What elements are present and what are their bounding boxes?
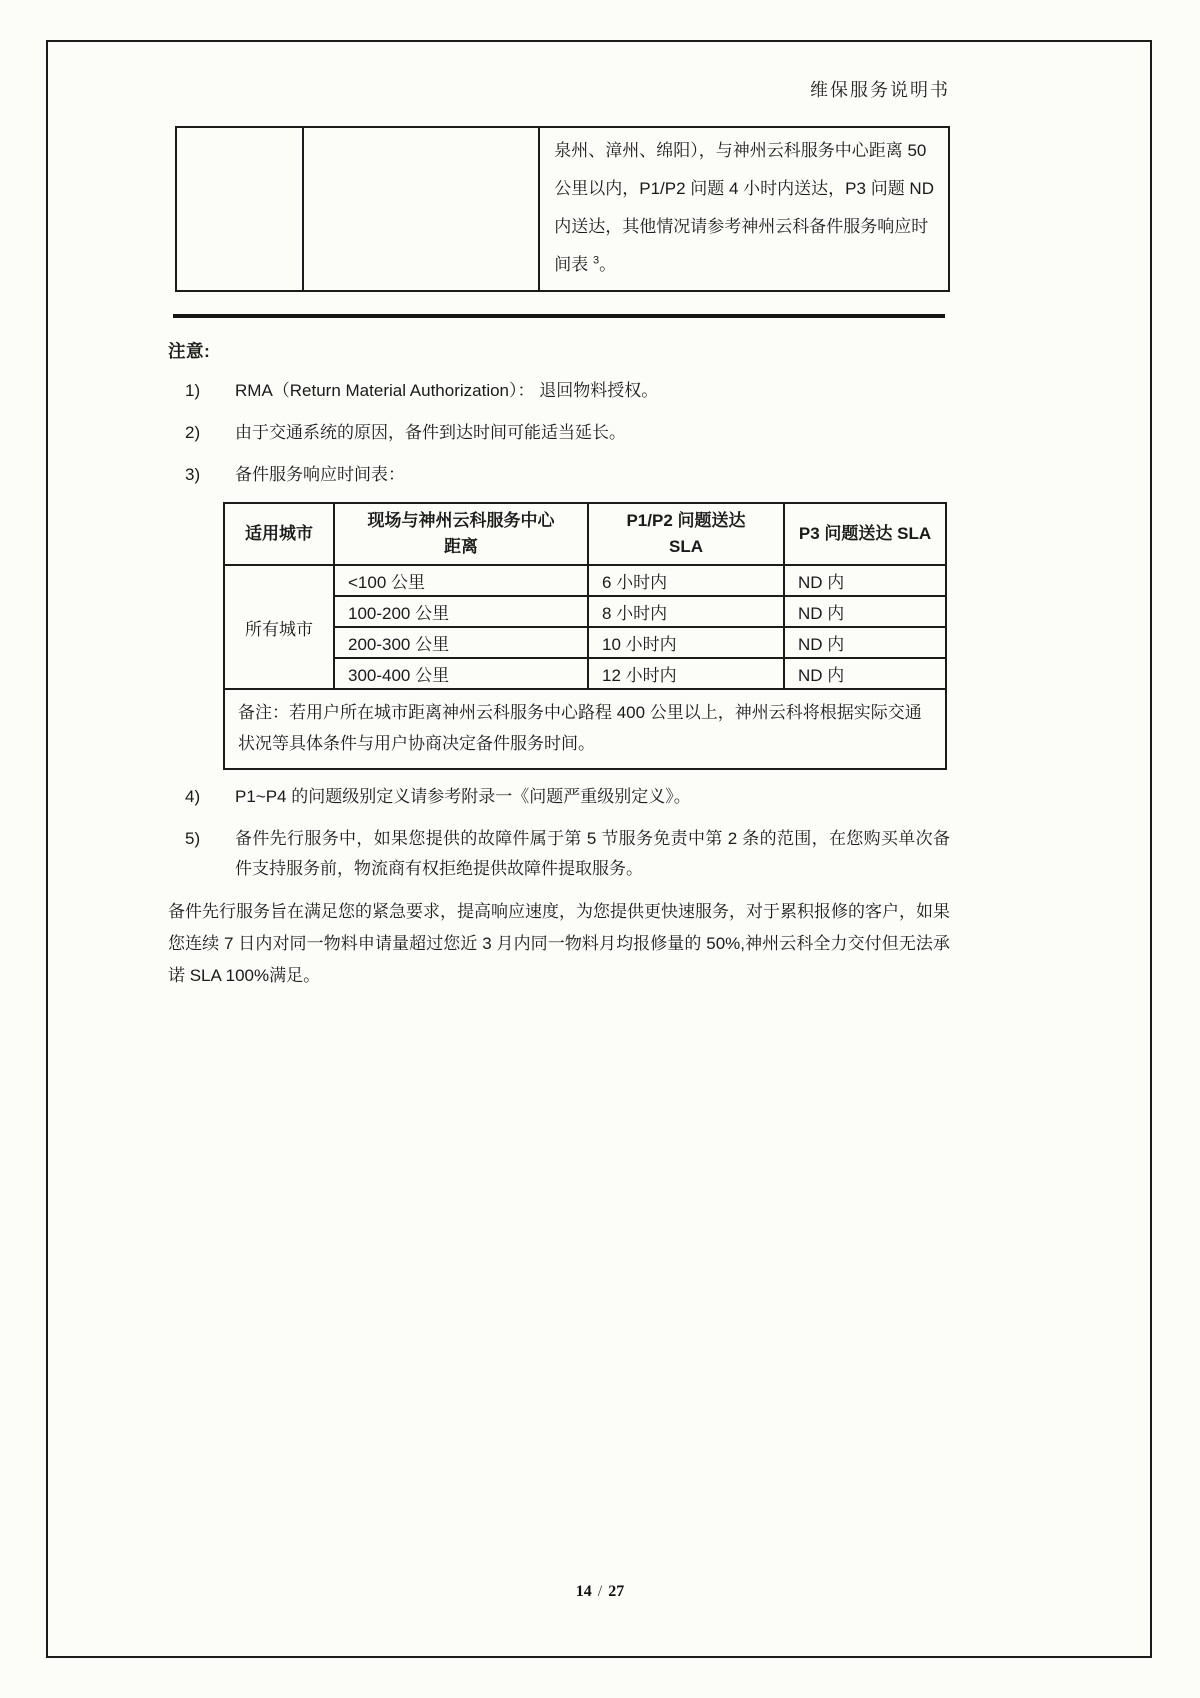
notice-heading: 注意: <box>168 341 211 361</box>
p1p2-sla-cell: 12 小时内 <box>588 658 784 689</box>
p1p2-sla-cell: 6 小时内 <box>588 565 784 596</box>
page-number-total: 27 <box>608 1583 625 1600</box>
column-header-city: 适用城市 <box>224 503 334 565</box>
list-item-2 <box>168 418 950 448</box>
continuation-cell-empty-2 <box>303 127 539 291</box>
distance-cell: <100 公里 <box>334 565 588 596</box>
closing-paragraph: 备件先行服务旨在满足您的紧急要求，提高响应速度，为您提供更快速服务，对于累积报修的客户，如果您连续 7 日内对同一物料申请量超过您近 3 月内同一物料月均报修量的 50%,神州云科全力交付但无法承诺 SLA 100%满足。 <box>168 902 950 985</box>
list-item-number: 1) <box>185 381 201 400</box>
column-header-distance <box>334 503 588 565</box>
city-group-cell: 所有城市 <box>224 565 334 689</box>
notes-list <box>168 376 950 884</box>
distance-cell: 200-300 公里 <box>334 627 588 658</box>
cell-text-fragment: 间表 <box>554 255 593 274</box>
page-footer <box>0 1583 1200 1601</box>
p3-sla-cell: ND 内 <box>784 565 946 596</box>
page-number-current: 14 <box>575 1583 592 1600</box>
table-row <box>224 565 946 596</box>
list-item-text: 备件先行服务中，如果您提供的故障件属于第 5 节服务免责中第 2 条的范围，在您购买单次备件支持服务前，物流商有权拒绝提供故障件提取服务。 <box>235 829 950 878</box>
cell-text-line: 内送达，其他情况请参考神州云科备件服务响应时 <box>554 217 929 236</box>
cell-text-line: 公里以内，P1/P2 问题 4 小时内送达，P3 问题 ND <box>554 179 934 198</box>
continuation-table <box>175 126 950 292</box>
list-item-number: 5) <box>185 829 201 848</box>
section-divider-rule <box>173 314 945 318</box>
document-header-title: 维保服务说明书 <box>810 80 950 100</box>
header-line: SLA <box>669 537 703 556</box>
list-item-number: 4) <box>185 787 201 806</box>
list-item-number: 3) <box>185 465 201 484</box>
p3-sla-cell: ND 内 <box>784 627 946 658</box>
page-content <box>168 126 950 992</box>
sla-response-time-table <box>223 502 947 770</box>
table-header-row <box>224 503 946 565</box>
table-remark-row <box>224 689 946 769</box>
list-item-text: RMA（Return Material Authorization）： 退回物料授权。 <box>235 381 659 400</box>
continuation-cell-text <box>539 127 949 291</box>
list-item-text: P1~P4 的问题级别定义请参考附录一《问题严重级别定义》。 <box>235 787 691 806</box>
header-line: P1/P2 问题送达 <box>626 511 746 530</box>
list-item-1 <box>168 376 950 406</box>
remark-cell: 备注：若用户所在城市距离神州云科服务中心路程 400 公里以上，神州云科将根据实际交通状况等具体条件与用户协商决定备件服务时间。 <box>224 689 946 769</box>
list-item-number: 2) <box>185 423 201 442</box>
header-line: 距离 <box>444 537 478 556</box>
cell-text-line: 泉州、漳州、绵阳），与神州云科服务中心距离 50 <box>554 141 927 160</box>
p1p2-sla-cell: 10 小时内 <box>588 627 784 658</box>
continuation-cell-empty-1 <box>176 127 303 291</box>
list-item-3 <box>168 460 950 490</box>
p3-sla-cell: ND 内 <box>784 596 946 627</box>
footnote-superscript: 3 <box>592 254 600 267</box>
cell-text-fragment: 。 <box>599 255 617 274</box>
list-item-5 <box>168 824 950 884</box>
list-item-text: 备件服务响应时间表： <box>235 465 405 484</box>
list-item-4 <box>168 782 950 812</box>
column-header-p1p2-sla <box>588 503 784 565</box>
column-header-p3-sla: P3 问题送达 SLA <box>784 503 946 565</box>
distance-cell: 300-400 公里 <box>334 658 588 689</box>
header-line: 现场与神州云科服务中心 <box>367 511 555 530</box>
page-number-separator: / <box>597 1583 603 1600</box>
cell-text-line <box>554 246 934 284</box>
list-item-text: 由于交通系统的原因，备件到达时间可能适当延长。 <box>235 423 626 442</box>
table-row <box>176 127 949 291</box>
p3-sla-cell: ND 内 <box>784 658 946 689</box>
p1p2-sla-cell: 8 小时内 <box>588 596 784 627</box>
distance-cell: 100-200 公里 <box>334 596 588 627</box>
